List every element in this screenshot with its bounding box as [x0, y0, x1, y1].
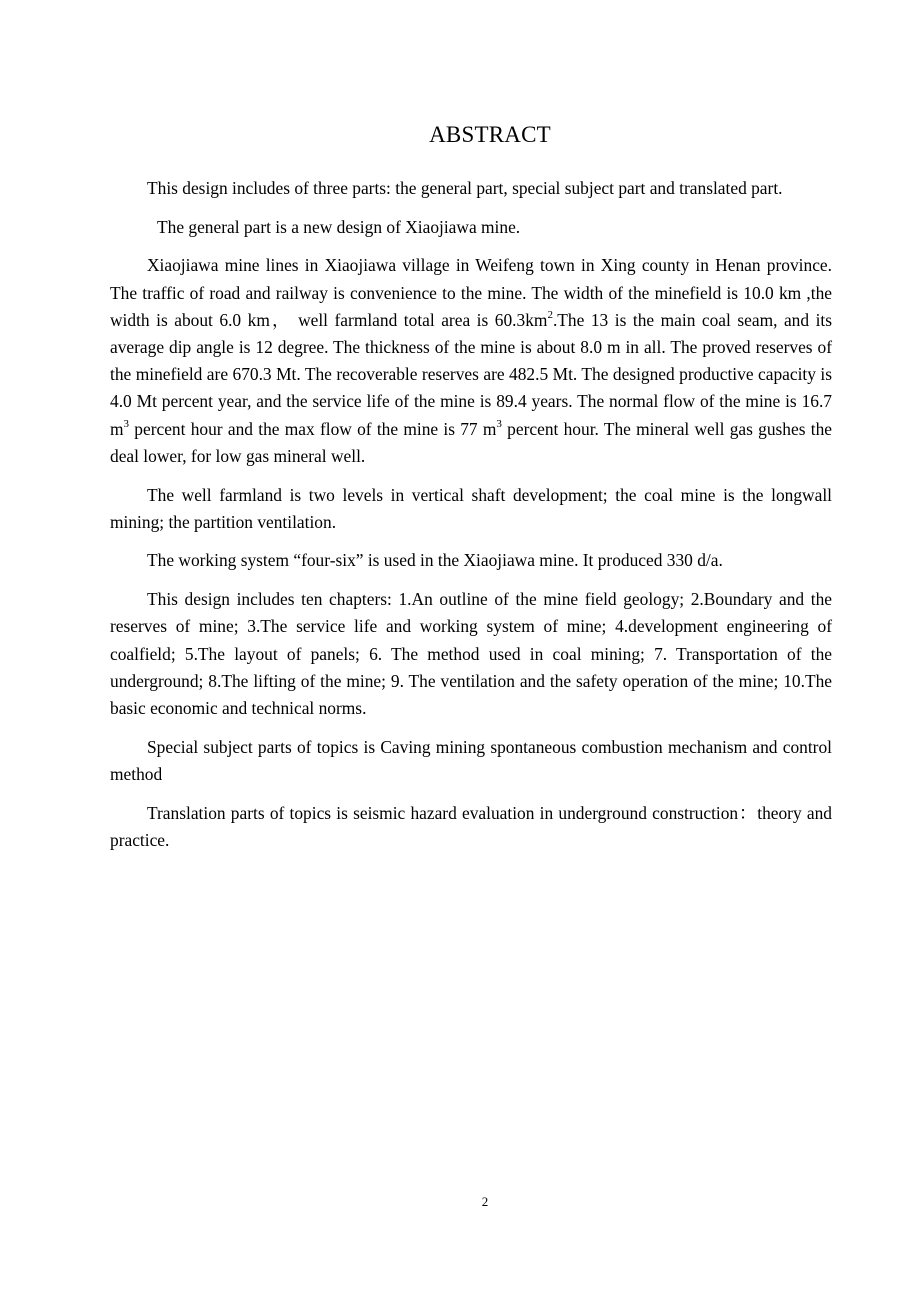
- paragraph-working-system: The working system “four-six” is used in the Xiaojiawa mine. It produced 330 d/a.: [147, 550, 723, 571]
- paragraph-chapters: This design includes ten chapters: 1.An outline of the mine field geology; 2.Boundary and the reserves of mine; 3.The service life and working system of mine; 4.development engineering of coalfield; 5.The layout of panels; 6. The method used in coal mining; 7. Transportation of the underground; 8.The lifting of the mine; 9. The ventilation and the safety operation of the mine; 10.The basic economic and technical norms.: [110, 589, 832, 718]
- abstract-title: ABSTRACT: [429, 122, 551, 147]
- paragraph-general-part: The general part is a new design of Xiaojiawa mine.: [157, 216, 521, 237]
- abstract-body: [110, 175, 832, 865]
- superscript-3: 3: [496, 417, 502, 430]
- page-number: 2: [481, 1194, 489, 1209]
- mine-description-text-4: percent hour. The mineral well gas gushes the deal lower, for low gas mineral well.: [110, 418, 832, 466]
- mine-description-text-2: .The 13 is the main coal seam, and its average dip angle is 12 degree. The thickness of the mine is about 8.0 m in all. The proved reserves of the minefield are 670.3 Mt. The recoverable reserves are 482.5 Mt. The designed productive capacity is 4.0 Mt percent year, and the service life of the mine is 89.4 years. The normal flow of the mine is 16.7 m: [110, 309, 833, 439]
- paragraph-special-subject: Special subject parts of topics is Caving mining spontaneous combustion mechanism and control method: [110, 736, 832, 784]
- mine-description-text-1: Xiaojiawa mine lines in Xiaojiawa village in Weifeng town in Xing county in Henan province. The traffic of road and railway is convenience to the mine. The width of the minefield is 10.0 km ,the width is about 6.0 km， well farmland total area is 60.3km: [110, 255, 832, 330]
- superscript-3: 3: [123, 417, 130, 430]
- paragraph-overview: This design includes of three parts: the general part, special subject part and translated part.: [147, 178, 783, 198]
- superscript-2: 2: [547, 309, 553, 322]
- mine-description-text-3: percent hour and the max flow of the mine is 77 m: [129, 418, 497, 439]
- paragraph-development: The well farmland is two levels in vertical shaft development; the coal mine is the longwall mining; the partition ventilation.: [110, 484, 832, 532]
- paragraph-mine-description: [110, 252, 832, 470]
- paragraph-translation: Translation parts of topics is seismic hazard evaluation in underground construction：theory and practice.: [110, 802, 832, 850]
